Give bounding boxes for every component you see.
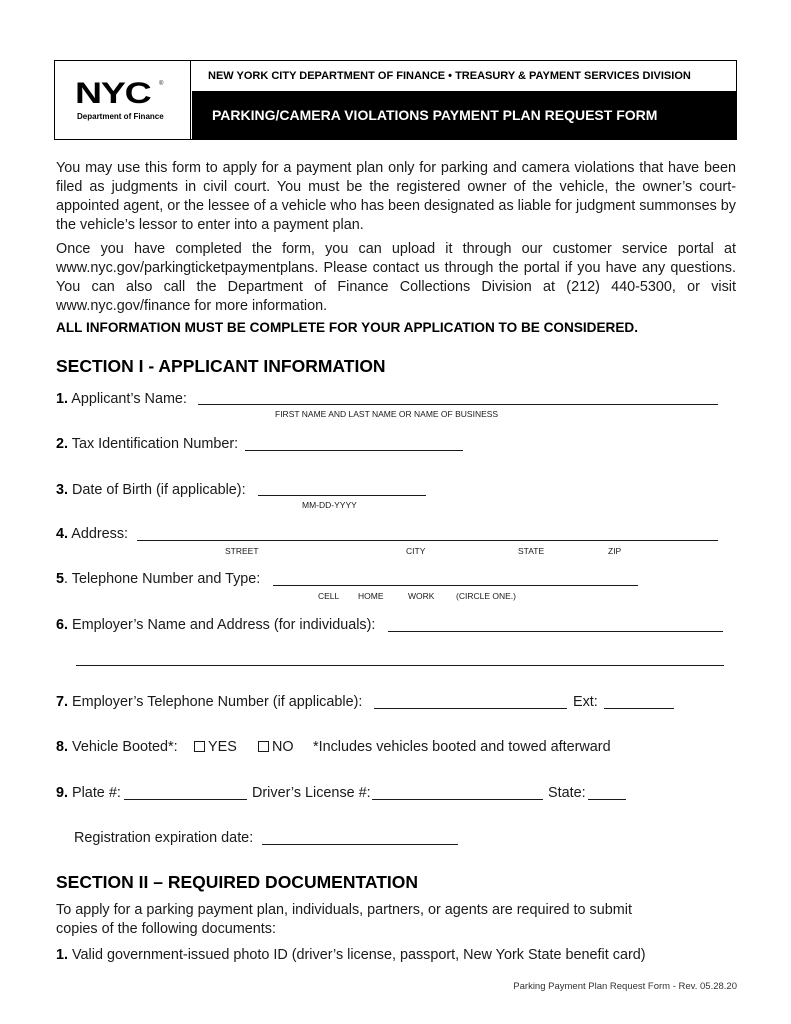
phone-type-instruction: (CIRCLE ONE.) <box>456 591 516 601</box>
employer-phone-input[interactable] <box>374 708 567 709</box>
employer-address-line-2-input[interactable] <box>76 665 724 666</box>
section-2-intro-line-1: To apply for a parking payment plan, individuals, partners, or agents are required to submit <box>56 902 632 918</box>
address-zip-hint: ZIP <box>608 546 622 556</box>
intro-paragraph-2: Once you have completed the form, you can upload it through our customer service portal at www.nyc.gov/parkingticketpaymentplans. Please contact us through the portal if you have any questions. You can also call the Department of Finance Collections Division at (212) 440-5300, or visit www.nyc.gov/finance for more information. <box>56 241 736 314</box>
field-3-label: 3. Date of Birth (if applicable): <box>56 482 246 498</box>
logo-registered-mark: ® <box>159 81 164 87</box>
section-2-intro-line-2: copies of the following documents: <box>56 921 276 937</box>
telephone-input[interactable] <box>273 585 638 586</box>
license-state-input[interactable] <box>588 799 626 800</box>
form-header <box>54 60 737 140</box>
phone-type-home[interactable]: HOME <box>358 591 384 601</box>
logo-department-text: Department of Finance <box>77 112 164 121</box>
phone-type-work[interactable]: WORK <box>408 591 435 601</box>
form-title: PARKING/CAMERA VIOLATIONS PAYMENT PLAN REQUEST FORM <box>192 91 737 139</box>
field-8-label: 8. Vehicle Booted*: <box>56 739 178 755</box>
field-5-label: 5. Telephone Number and Type: <box>56 571 261 587</box>
phone-type-cell[interactable]: CELL <box>318 591 340 601</box>
date-of-birth-input[interactable] <box>258 495 426 496</box>
drivers-license-label: Driver’s License #: <box>252 785 371 801</box>
vehicle-booted-yes[interactable]: YES <box>194 739 237 755</box>
license-state-label: State: <box>548 785 586 801</box>
field-9-label: 9. Plate #: <box>56 785 121 801</box>
address-city-hint: CITY <box>406 546 426 556</box>
field-7-label: 7. Employer’s Telephone Number (if applicable): <box>56 694 363 710</box>
extension-label: Ext: <box>573 694 598 710</box>
registration-expiration-input[interactable] <box>262 844 458 845</box>
booted-note: *Includes vehicles booted and towed afterward <box>313 739 611 755</box>
section-1-title: SECTION I - APPLICANT INFORMATION <box>56 356 386 376</box>
registration-expiration-label: Registration expiration date: <box>74 830 254 846</box>
agency-line: NEW YORK CITY DEPARTMENT OF FINANCE • TREASURY & PAYMENT SERVICES DIVISION <box>208 70 691 82</box>
completeness-notice: ALL INFORMATION MUST BE COMPLETE FOR YOUR APPLICATION TO BE CONSIDERED. <box>56 320 639 335</box>
vehicle-booted-no[interactable]: NO <box>258 739 294 755</box>
field-6-label: 6. Employer’s Name and Address (for individuals): <box>56 617 376 633</box>
intro-paragraph-1: You may use this form to apply for a payment plan only for parking and camera violations that have been filed as judgments in civil court. You must be the registered owner of the vehicle, the owner’s court-appointed agent, or the lessee of a vehicle who has been designated as liable for judgment summonses by the vehicle’s lessor to enter into a payment plan. <box>56 160 736 233</box>
logo-nyc-text: NYC <box>75 77 151 110</box>
nyc-logo <box>55 61 191 139</box>
section-2-title: SECTION II – REQUIRED DOCUMENTATION <box>56 872 419 892</box>
address-street-hint: STREET <box>225 546 259 556</box>
field-2-label: 2. Tax Identification Number: <box>56 436 239 452</box>
date-of-birth-hint: MM-DD-YYYY <box>302 500 357 510</box>
required-document-1: 1. Valid government-issued photo ID (driver’s license, passport, New York State benefit card) <box>56 947 646 963</box>
drivers-license-input[interactable] <box>372 799 543 800</box>
extension-input[interactable] <box>604 708 674 709</box>
tax-id-input[interactable] <box>245 450 463 451</box>
field-4-label: 4. Address: <box>56 526 129 542</box>
yes-checkbox[interactable] <box>194 741 205 752</box>
employer-name-address-input[interactable] <box>388 631 723 632</box>
no-checkbox[interactable] <box>258 741 269 752</box>
form-revision-footer: Parking Payment Plan Request Form - Rev. 05.28.20 <box>513 981 737 992</box>
field-1-label: 1. Applicant’s Name: <box>56 391 187 407</box>
address-state-hint: STATE <box>518 546 545 556</box>
applicant-name-hint: FIRST NAME AND LAST NAME OR NAME OF BUSINESS <box>275 409 499 419</box>
address-input[interactable] <box>137 540 718 541</box>
applicant-name-input[interactable] <box>198 404 718 405</box>
plate-number-input[interactable] <box>124 799 247 800</box>
